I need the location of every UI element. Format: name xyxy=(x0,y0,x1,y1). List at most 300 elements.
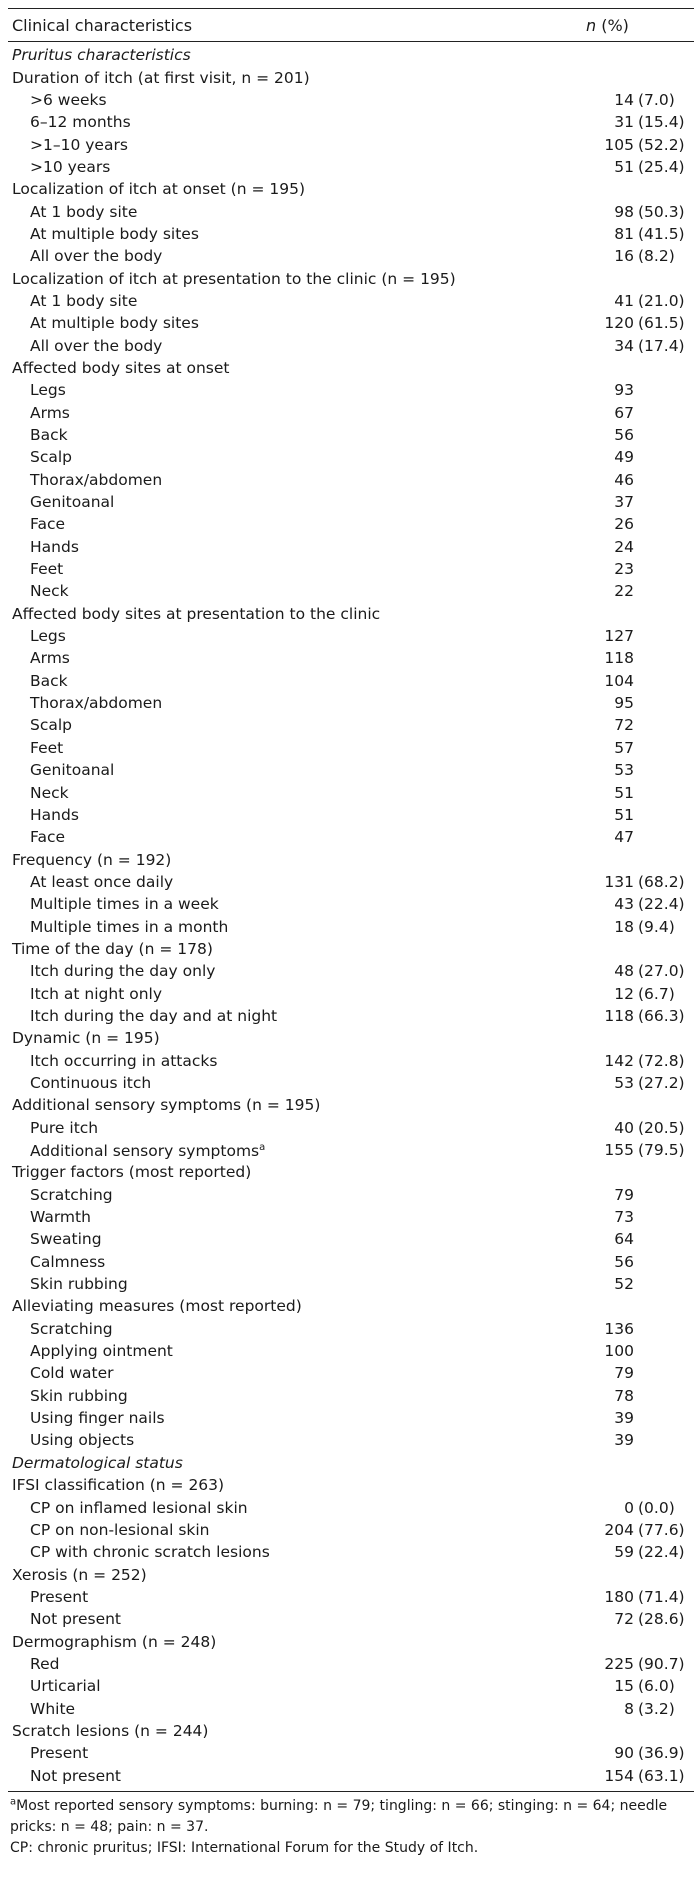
row-value xyxy=(544,1675,694,1697)
section-heading xyxy=(8,1452,694,1474)
row-value xyxy=(544,335,694,357)
row-label-text: Genitoanal xyxy=(30,493,115,512)
header-n: n xyxy=(586,15,597,35)
row-label xyxy=(8,536,544,558)
row-label xyxy=(8,312,544,334)
row-value xyxy=(544,446,694,468)
row-value xyxy=(544,223,694,245)
row-value xyxy=(544,580,694,602)
row-label xyxy=(8,603,694,625)
row-value xyxy=(544,1273,694,1295)
category-row xyxy=(8,603,694,625)
row-label-text: Trigger factors (most reported) xyxy=(12,1163,252,1182)
table-row xyxy=(8,1340,694,1362)
row-label-text: Red xyxy=(30,1654,60,1673)
row-count: 39 xyxy=(614,1431,634,1450)
row-label-text: At least once daily xyxy=(30,872,174,891)
row-percent: (68.2) xyxy=(638,872,685,891)
row-label-text: Urticarial xyxy=(30,1677,101,1696)
table-row xyxy=(8,1251,694,1273)
row-label xyxy=(8,782,544,804)
row-label-text: Applying ointment xyxy=(30,1342,173,1361)
row-label-text: Back xyxy=(30,426,68,445)
row-count: 90 xyxy=(614,1744,634,1763)
row-count: 72 xyxy=(614,1610,634,1629)
row-label-text: Pure itch xyxy=(30,1118,99,1137)
row-label xyxy=(8,580,544,602)
row-label-text: Affected body sites at onset xyxy=(12,358,230,377)
row-label-text: Not present xyxy=(30,1766,122,1785)
row-label-text: At multiple body sites xyxy=(30,224,199,243)
row-label xyxy=(8,558,544,580)
row-count: 204 xyxy=(604,1520,634,1539)
row-label xyxy=(8,201,544,223)
row-label xyxy=(8,714,544,736)
row-count: 14 xyxy=(614,90,634,109)
row-label xyxy=(8,647,544,669)
row-value xyxy=(544,960,694,982)
row-label-text: Xerosis (n = 252) xyxy=(12,1565,147,1584)
row-label-text: Scratching xyxy=(30,1185,113,1204)
footnote-marker: a xyxy=(259,1142,266,1154)
row-percent: (90.7) xyxy=(638,1654,685,1673)
row-value xyxy=(544,1206,694,1228)
row-label-text: Genitoanal xyxy=(30,761,115,780)
table-row xyxy=(8,1541,694,1563)
row-value xyxy=(544,513,694,535)
category-row xyxy=(8,1474,694,1496)
row-label-text: IFSI classification (n = 263) xyxy=(12,1476,225,1495)
row-label-text: Affected body sites at presentation to the clinic xyxy=(12,604,381,623)
row-value xyxy=(544,893,694,915)
row-value xyxy=(544,379,694,401)
row-count: 37 xyxy=(614,493,634,512)
row-value xyxy=(544,1340,694,1362)
row-count: 48 xyxy=(614,962,634,981)
row-label-text: Thorax/abdomen xyxy=(30,470,163,489)
row-label xyxy=(8,1407,544,1429)
table-row xyxy=(8,334,694,356)
row-count: 18 xyxy=(614,917,634,936)
row-label xyxy=(8,1541,544,1563)
table-header xyxy=(8,9,694,42)
row-value xyxy=(544,134,694,156)
row-label-text: Using objects xyxy=(30,1431,135,1450)
row-label-text: Itch at night only xyxy=(30,984,163,1003)
row-count: 154 xyxy=(604,1766,634,1785)
row-count: 104 xyxy=(604,671,634,690)
row-count: 16 xyxy=(614,247,634,266)
row-label xyxy=(8,402,544,424)
row-value xyxy=(544,1742,694,1764)
row-value xyxy=(544,625,694,647)
row-label-text: Itch occurring in attacks xyxy=(30,1051,218,1070)
row-label xyxy=(8,1137,544,1162)
row-value xyxy=(544,826,694,848)
row-value xyxy=(544,1541,694,1563)
row-percent: (0.0) xyxy=(638,1498,675,1517)
table-row xyxy=(8,1407,694,1429)
row-label-text: Scalp xyxy=(30,448,73,467)
row-label-text: Neck xyxy=(30,582,69,601)
row-percent: (6.0) xyxy=(638,1677,675,1696)
row-label-text: Additional sensory symptoms (n = 195) xyxy=(12,1096,321,1115)
header-characteristics: Clinical characteristics xyxy=(12,15,193,35)
row-value xyxy=(544,1429,694,1451)
row-value xyxy=(544,1497,694,1519)
row-label-text: Dermographism (n = 248) xyxy=(12,1632,217,1651)
row-label-text: At 1 body site xyxy=(30,202,138,221)
row-count: 56 xyxy=(614,1252,634,1271)
row-label-text: Time of the day (n = 178) xyxy=(12,939,213,958)
row-percent: (3.2) xyxy=(638,1699,675,1718)
row-percent: (72.8) xyxy=(638,1051,685,1070)
row-count: 131 xyxy=(604,872,634,891)
row-count: 155 xyxy=(604,1141,634,1160)
row-percent: (27.2) xyxy=(638,1073,685,1092)
row-label-text: Scalp xyxy=(30,716,73,735)
row-count: 78 xyxy=(614,1386,634,1405)
row-label xyxy=(8,1094,694,1116)
row-value xyxy=(544,156,694,178)
table-row xyxy=(8,804,694,826)
row-percent: (21.0) xyxy=(638,291,685,310)
row-label xyxy=(8,1429,544,1451)
row-label-text: Legs xyxy=(30,627,66,646)
row-value xyxy=(544,1117,694,1139)
row-label xyxy=(8,223,544,245)
row-label xyxy=(8,893,544,915)
row-count: 79 xyxy=(614,1185,634,1204)
row-count: 180 xyxy=(604,1587,634,1606)
table-row xyxy=(8,200,694,222)
row-label-text: Frequency (n = 192) xyxy=(12,850,172,869)
clinical-characteristics-table xyxy=(8,8,694,1792)
row-count: 53 xyxy=(614,761,634,780)
table-row xyxy=(8,223,694,245)
row-label xyxy=(8,513,544,535)
table-row xyxy=(8,558,694,580)
row-percent: (8.2) xyxy=(638,247,675,266)
row-label-text: Feet xyxy=(30,738,64,757)
table-row xyxy=(8,469,694,491)
row-label-text: Arms xyxy=(30,403,70,422)
row-label-text: White xyxy=(30,1699,76,1718)
row-value xyxy=(544,759,694,781)
footnote-a-text: Most reported sensory symptoms: burning: n = 79; tingling: n = 66; stinging: n = 64; needle pricks: n = 48; pain: n = 37. xyxy=(10,1797,668,1835)
table-row xyxy=(8,513,694,535)
row-label xyxy=(8,804,544,826)
row-label xyxy=(8,424,544,446)
row-count: 79 xyxy=(614,1364,634,1383)
row-label-text: Pruritus characteristics xyxy=(12,46,191,65)
row-percent: (22.4) xyxy=(638,1543,685,1562)
row-label xyxy=(8,1698,544,1720)
row-value xyxy=(544,1184,694,1206)
table-row xyxy=(8,692,694,714)
row-label xyxy=(8,89,544,111)
row-label-text: Feet xyxy=(30,560,64,579)
row-count: 59 xyxy=(614,1543,634,1562)
table-row xyxy=(8,1072,694,1094)
row-count: 73 xyxy=(614,1208,634,1227)
header-percent: (%) xyxy=(596,15,629,35)
table-row xyxy=(8,1675,694,1697)
row-label xyxy=(8,1742,544,1764)
table-row xyxy=(8,133,694,155)
row-percent: (41.5) xyxy=(638,224,685,243)
row-label xyxy=(8,491,544,513)
row-label xyxy=(8,1027,694,1049)
row-label-text: CP on inflamed lesional skin xyxy=(30,1498,248,1517)
table-body xyxy=(8,42,694,1792)
row-label xyxy=(8,759,544,781)
table-row xyxy=(8,1206,694,1228)
table-row xyxy=(8,1049,694,1071)
row-count: 53 xyxy=(614,1073,634,1092)
row-value xyxy=(544,536,694,558)
row-label-text: Itch during the day only xyxy=(30,962,216,981)
row-percent: (22.4) xyxy=(638,895,685,914)
row-value xyxy=(544,1005,694,1027)
row-value xyxy=(544,1318,694,1340)
row-count: 40 xyxy=(614,1118,634,1137)
row-label-text: Itch during the day and at night xyxy=(30,1006,278,1025)
row-value xyxy=(544,1608,694,1630)
row-label-text: Multiple times in a week xyxy=(30,895,219,914)
row-label xyxy=(8,111,544,133)
table-row xyxy=(8,312,694,334)
row-label-text: >10 years xyxy=(30,157,111,176)
row-percent: (63.1) xyxy=(638,1766,685,1785)
row-value xyxy=(544,983,694,1005)
table-row xyxy=(8,245,694,267)
row-label-text: Scratch lesions (n = 244) xyxy=(12,1721,209,1740)
row-percent: (27.0) xyxy=(638,962,685,981)
footnote-a xyxy=(10,1796,692,1838)
row-label xyxy=(8,1295,694,1317)
row-label-text: Duration of itch (at first visit, n = 201) xyxy=(12,68,310,87)
row-value xyxy=(544,469,694,491)
table-row xyxy=(8,1184,694,1206)
row-value xyxy=(544,1519,694,1541)
row-percent: (36.9) xyxy=(638,1744,685,1763)
row-value xyxy=(544,558,694,580)
row-label xyxy=(8,938,694,960)
row-label xyxy=(8,1005,544,1027)
table-row xyxy=(8,402,694,424)
row-count: 81 xyxy=(614,224,634,243)
row-count: 22 xyxy=(614,582,634,601)
row-percent: (61.5) xyxy=(638,314,685,333)
row-percent: (66.3) xyxy=(638,1006,685,1025)
row-label xyxy=(8,178,694,200)
row-label xyxy=(8,1765,544,1787)
category-row xyxy=(8,267,694,289)
table-row xyxy=(8,915,694,937)
row-value xyxy=(544,1050,694,1072)
row-value xyxy=(544,1385,694,1407)
row-value xyxy=(544,1072,694,1094)
row-label xyxy=(8,1161,694,1183)
row-value xyxy=(544,1653,694,1675)
row-value xyxy=(544,1251,694,1273)
row-value xyxy=(544,1407,694,1429)
table-row xyxy=(8,1764,694,1786)
row-label xyxy=(8,1474,694,1496)
row-count: 0 xyxy=(624,1498,634,1517)
category-row xyxy=(8,1027,694,1049)
row-label-text: Back xyxy=(30,671,68,690)
table-row xyxy=(8,379,694,401)
row-label-text: 6–12 months xyxy=(30,113,131,132)
row-label xyxy=(8,1564,694,1586)
table-row xyxy=(8,1496,694,1518)
row-value xyxy=(544,402,694,424)
row-value xyxy=(544,1362,694,1384)
row-count: 118 xyxy=(604,1006,634,1025)
row-percent: (6.7) xyxy=(638,984,675,1003)
row-label-text: Continuous itch xyxy=(30,1073,152,1092)
row-count: 31 xyxy=(614,113,634,132)
row-count: 8 xyxy=(624,1699,634,1718)
table-row xyxy=(8,670,694,692)
row-label xyxy=(8,737,544,759)
row-percent: (15.4) xyxy=(638,113,685,132)
row-percent: (50.3) xyxy=(638,202,685,221)
table-row xyxy=(8,446,694,468)
table-row xyxy=(8,491,694,513)
row-label xyxy=(8,268,694,290)
section-heading xyxy=(8,44,694,66)
row-label xyxy=(8,156,544,178)
table-row xyxy=(8,893,694,915)
row-label-text: At 1 body site xyxy=(30,291,138,310)
category-row xyxy=(8,938,694,960)
row-label xyxy=(8,625,544,647)
row-label xyxy=(8,446,544,468)
row-label-text: Thorax/abdomen xyxy=(30,694,163,713)
row-label xyxy=(8,871,544,893)
row-count: 34 xyxy=(614,336,634,355)
table-row xyxy=(8,1653,694,1675)
category-row xyxy=(8,1295,694,1317)
row-percent: (79.5) xyxy=(638,1141,685,1160)
row-label xyxy=(8,1586,544,1608)
row-percent: (9.4) xyxy=(638,917,675,936)
row-label-text: Dermatological status xyxy=(12,1453,183,1472)
row-label xyxy=(8,67,694,89)
row-percent: (77.6) xyxy=(638,1520,685,1539)
row-label-text: Legs xyxy=(30,381,66,400)
category-row xyxy=(8,1563,694,1585)
table-row xyxy=(8,1429,694,1451)
row-value xyxy=(544,647,694,669)
row-label xyxy=(8,1318,544,1340)
row-label xyxy=(8,245,544,267)
table-row xyxy=(8,960,694,982)
row-percent: (28.6) xyxy=(638,1610,685,1629)
row-count: 93 xyxy=(614,381,634,400)
row-label xyxy=(8,1675,544,1697)
row-label xyxy=(8,849,694,871)
row-label xyxy=(8,670,544,692)
row-count: 67 xyxy=(614,403,634,422)
row-count: 100 xyxy=(604,1342,634,1361)
row-count: 120 xyxy=(604,314,634,333)
row-label xyxy=(8,1452,694,1474)
row-percent: (71.4) xyxy=(638,1587,685,1606)
row-label-text: CP with chronic scratch lesions xyxy=(30,1543,270,1562)
row-label-text: Using finger nails xyxy=(30,1409,165,1428)
row-value xyxy=(544,692,694,714)
table-row xyxy=(8,1139,694,1161)
table-row xyxy=(8,1005,694,1027)
table-row xyxy=(8,1519,694,1541)
table-row xyxy=(8,647,694,669)
row-label xyxy=(8,1720,694,1742)
footnote-a-mark: a xyxy=(10,1796,17,1808)
row-count: 15 xyxy=(614,1677,634,1696)
category-row xyxy=(8,1161,694,1183)
table-row xyxy=(8,1228,694,1250)
row-label-text: Calmness xyxy=(30,1252,106,1271)
row-count: 51 xyxy=(614,157,634,176)
row-label-text: Localization of itch at onset (n = 195) xyxy=(12,180,306,199)
table-row xyxy=(8,536,694,558)
row-value xyxy=(544,782,694,804)
row-label-text: Arms xyxy=(30,649,70,668)
row-label xyxy=(8,469,544,491)
table-row xyxy=(8,290,694,312)
row-value xyxy=(544,245,694,267)
row-value xyxy=(544,737,694,759)
category-row xyxy=(8,848,694,870)
row-value xyxy=(544,491,694,513)
row-label xyxy=(8,1519,544,1541)
row-percent: (20.5) xyxy=(638,1118,685,1137)
row-label xyxy=(8,1184,544,1206)
row-label xyxy=(8,916,544,938)
row-count: 118 xyxy=(604,649,634,668)
table-row xyxy=(8,737,694,759)
table-row xyxy=(8,1697,694,1719)
row-count: 127 xyxy=(604,627,634,646)
row-label xyxy=(8,692,544,714)
category-row xyxy=(8,66,694,88)
category-row xyxy=(8,178,694,200)
row-label-text: Face xyxy=(30,828,66,847)
row-count: 49 xyxy=(614,448,634,467)
row-label-text: Sweating xyxy=(30,1230,102,1249)
row-label xyxy=(8,1251,544,1273)
row-label xyxy=(8,826,544,848)
row-count: 225 xyxy=(604,1654,634,1673)
row-label xyxy=(8,1050,544,1072)
row-label-text: Additional sensory symptoms xyxy=(30,1142,260,1161)
row-label-text: Scratching xyxy=(30,1319,113,1338)
row-count: 39 xyxy=(614,1409,634,1428)
table-row xyxy=(8,1117,694,1139)
row-label-text: Not present xyxy=(30,1610,122,1629)
row-count: 142 xyxy=(604,1051,634,1070)
row-label xyxy=(8,1072,544,1094)
row-label-text: >1–10 years xyxy=(30,135,128,154)
row-label xyxy=(8,1497,544,1519)
row-label xyxy=(8,1362,544,1384)
row-label-text: All over the body xyxy=(30,247,163,266)
row-count: 105 xyxy=(604,135,634,154)
